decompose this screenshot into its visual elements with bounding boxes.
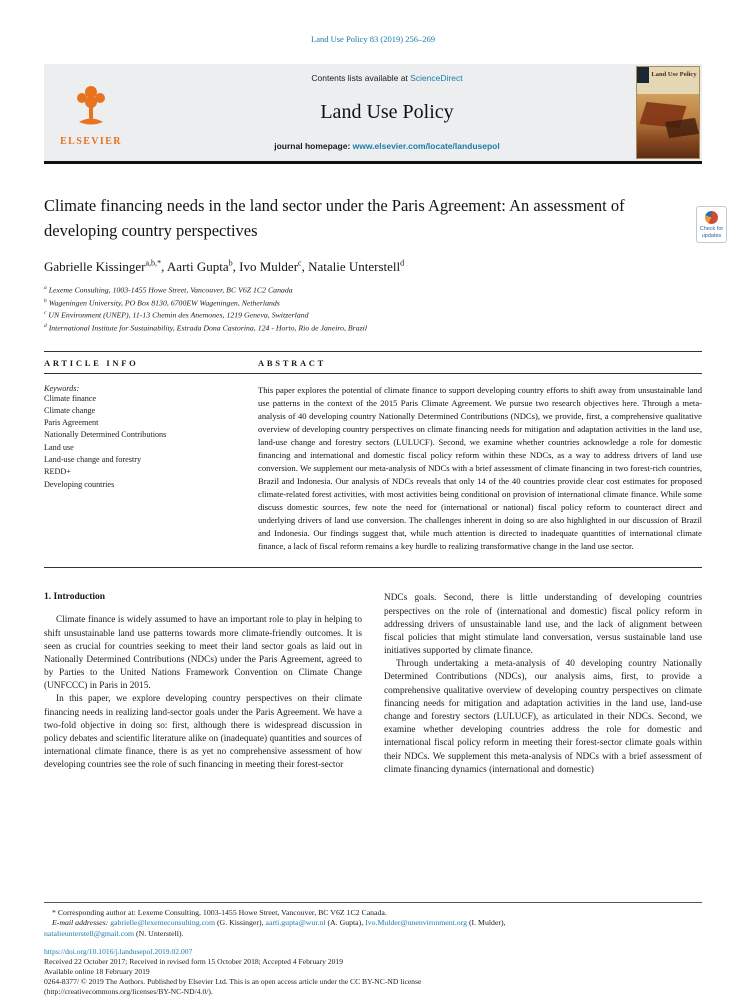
copyright-line: 0264-8377/ © 2019 The Authors. Published by Elsevier Ltd. This is an open access article under the CC BY-NC-ND license (44, 976, 422, 986)
keyword-item: Paris Agreement (44, 418, 99, 428)
elsevier-logo (44, 64, 138, 161)
body-columns (44, 592, 702, 844)
email-link[interactable]: gabrielle@lexemeconsulting.com (110, 918, 216, 928)
article-info-heading: ARTICLE INFO (44, 357, 139, 368)
keyword-item: Developing countries (44, 479, 115, 489)
journal-cover-thumbnail (636, 66, 700, 159)
homepage-url-link[interactable]: www.elsevier.com/locate/landusepol (352, 141, 500, 151)
elsevier-wordmark: ELSEVIER (60, 135, 122, 147)
cover-title: Land Use Policy (651, 71, 697, 78)
homepage-line (138, 141, 636, 151)
info-abstract-section (44, 351, 702, 569)
body-paragraph: Climate finance is widely assumed to have an important role to play in helping to shift unsustainable land use patterns towards more climate-friendly outcomes. It is seen as crucial for countries seeking to meet their land sector goals as laid out in Nationally Determined Contributions (NDCs) under the Paris Agreement, agreed to by Parties to the United Nations Framework Convention on Climate Change (UNFCCC) in Paris in 2015. (44, 615, 362, 692)
journal-header (44, 64, 702, 161)
affiliation-item: $^d$ International Institute for Sustainability, Estrada Dona Castorina, 124 - Horto, Rio de Janeiro, Brazil (44, 322, 367, 333)
email-link[interactable]: natalieunterstell@gmail.com (44, 928, 135, 938)
affiliations (44, 284, 702, 335)
body-paragraph: NDCs goals. Second, there is little understanding of developing countries perspectives on the role of (international and domestic) fiscal policy reform in addressing drivers of unsustainable land use, and the lack of alignment between fiscal policies that might stimulate land conversation, versus sustainable land use initiatives supported by climate finance. (384, 593, 702, 657)
keyword-item: Climate change (44, 405, 96, 415)
author: Natalie Unterstell$^d$ (308, 258, 405, 274)
keyword-item: Nationally Determined Contributions (44, 430, 167, 440)
section-1-heading: 1. Introduction (44, 592, 106, 603)
contents-line (138, 73, 636, 83)
keyword-item: Land-use change and forestry (44, 455, 142, 464)
body-left-column (44, 592, 362, 844)
article-title: Climate financing needs in the land sector under the Paris Agreement: An assessment of developing country perspectives (44, 196, 625, 240)
corresponding-author-note: * Corresponding author at: Lexeme Consulting, 1003-1455 Howe Street, Vancouver, BC V6Z 1C2 Canada. (52, 908, 387, 917)
email-link[interactable]: aarti.gupta@wur.nl (265, 918, 326, 928)
email-label: E-mail addresses: (52, 918, 111, 928)
crossmark-icon (705, 211, 718, 224)
contents-prefix-text: Contents lists available at (311, 73, 411, 83)
badge-line1: Check for (699, 226, 724, 232)
email-link[interactable]: Ivo.Mulder@unenvironment.org (365, 918, 468, 928)
received-dates: Received 22 October 2017; Received in revised form 15 October 2018; Accepted 4 February 2019 (44, 956, 344, 966)
license-url: (http://creativecommons.org/licenses/BY-NC-ND/4.0/). (44, 986, 213, 996)
affiliation-item: $^a$ Lexeme Consulting, 1003-1455 Howe Street, Vancouver, BC V6Z 1C2 Canada (44, 284, 293, 295)
body-paragraph: In this paper, we explore developing country perspectives on their climate financing needs in realizing land-sector goals under the Paris Agreement. We have a two-fold objective in doing so: first, although there is widespread discussion in policy debates and scientific literature alike on (inadequate) quantities and sources of international climate finance, there is as yet no comprehensive assessment of how developing countries see the role of such financing in meeting their forest-sector (44, 694, 362, 771)
check-for-updates-badge[interactable] (696, 206, 727, 243)
email-addresses-line: E-mail addresses: gabrielle@lexemeconsulting.com (G. Kissinger), aarti.gupta@wur.nl (A. Gupta), Ivo.Mulder@unenvironment.org (I. Mulder), (52, 918, 506, 928)
keyword-item: Land use (44, 442, 74, 452)
cover-corner-mark (637, 67, 649, 83)
journal-title: Land Use Policy (320, 100, 454, 123)
publication-info-block (44, 947, 702, 997)
doi-link[interactable]: https://doi.org/10.1016/j.landusepol.2019.02.007 (44, 946, 193, 956)
author: Aarti Gupta$^b$, (166, 258, 240, 274)
abstract-heading: ABSTRACT (258, 357, 327, 368)
journal-ref-link[interactable]: Land Use Policy 83 (2019) 256–269 (311, 34, 435, 44)
header-center (138, 64, 636, 161)
keyword-item: Climate finance (44, 393, 97, 403)
affiliation-item: $^b$ Wageningen University, PO Box 8130, 6700EW Wageningen, Netherlands (44, 297, 280, 308)
footnote-block (44, 902, 702, 939)
abstract-text: This paper explores the potential of climate finance to support developing country efforts to shift away from unsustainable land use patterns in the context of the 2015 Paris Climate Agreement. We pursue two research objectives here. Through a meta-analysis of 40 developing country Nationally Determined Contributions (NDCs), we provide, first, a comprehensive qualitative overview of developing country perspectives on climate financing needs for mitigation and adaptation activities in the land use, land-use change and forestry sectors (LULUCF). Second, we examine whether countries acknowledge a role for domestic financing and international and domestic fiscal policy reform within these NDCs, as a way to address drivers of land use conversion. We supplement our meta-analysis of NDCs with a brief assessment of climate financing in two forest-rich countries, Brazil and Indonesia. Our analysis of NDCs reveals that only 14 of the 40 countries provide clear cost estimates for proposed climate-related forest activities, with most activities being conditional on provision of international climate finance. While some discuss domestic sources, few note the need for (international or national) fiscal policy reform to counteract direct and underlying drivers of land use conversion. The challenges inherent in doing so are also highlighted in our discussion of Brazil and Indonesia. Our findings suggest that, while much attention is directed to inadequate quantities of international climate finance, a lack of fiscal reform remains a key hurdle to realizing transformative change in the land use sector. (258, 384, 702, 552)
author: Gabrielle Kissinger$^{a,b,*}$, (44, 258, 167, 274)
body-right-column (384, 592, 702, 844)
keyword-item: REDD+ (44, 467, 71, 477)
badge-line2: updates (701, 232, 722, 239)
elsevier-tree-icon (69, 83, 113, 134)
sciencedirect-link[interactable]: ScienceDirect (410, 73, 463, 83)
cover-artwork (637, 94, 699, 158)
homepage-label: journal homepage: (274, 141, 353, 151)
affiliation-item: $^c$ UN Environment (UNEP), 11-13 Chemin des Anemones, 1219 Geneva, Switzerland (44, 310, 309, 320)
header-divider-bar (44, 161, 702, 164)
authors-line (44, 259, 702, 275)
author: Ivo Mulder$^c$, (239, 258, 309, 274)
page-footer (44, 902, 702, 997)
email-addresses-line-2: natalieunterstell@gmail.com (N. Unterstell). (44, 928, 184, 938)
available-online: Available online 18 February 2019 (44, 966, 150, 976)
keywords-label: Keywords: (44, 383, 80, 393)
body-paragraph: Through undertaking a meta-analysis of 40 developing country Nationally Determined Contributions (NDCs), our analysis aims, first, to provide a comprehensive qualitative overview of developing country perspectives on climate financing needs for mitigation and adaptation activities in the land use, land-use change and forestry sectors (LULUCF), as articulated in their NDCs. Second, we examine whether developing countries address the role for domestic and international fiscal policy reform in meeting their forest-sector climate goals within their NDCs. We supplement this meta-analysis of NDCs with a brief assessment of climate financing dynamics (international and domestic) (384, 659, 702, 775)
keywords-block (44, 384, 236, 554)
